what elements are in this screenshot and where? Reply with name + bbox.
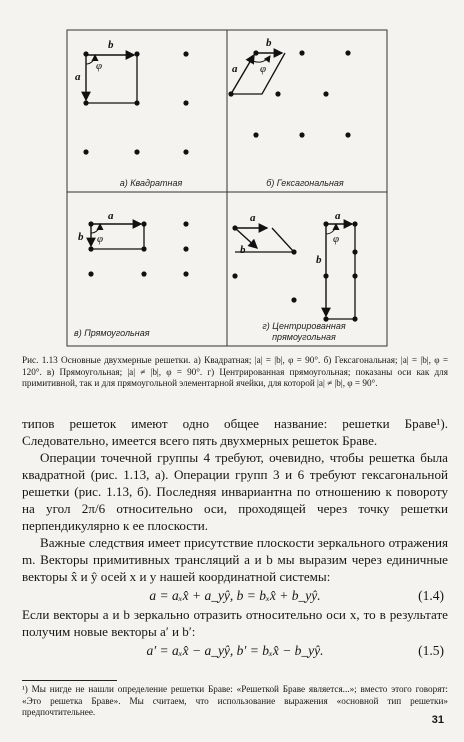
lattice-point (299, 132, 304, 137)
label-phi-square: φ (96, 60, 103, 72)
label-a-centered-prim: a (250, 212, 256, 224)
label-b-hex: b (266, 37, 272, 49)
label-phi-centered: φ (333, 233, 340, 245)
label-b-rect: b (78, 231, 84, 243)
lattice-point (88, 271, 93, 276)
lattice-point (183, 100, 188, 105)
panel-caption-hexagonal: б) Гексагональная (266, 178, 344, 188)
footnote-rule (22, 680, 117, 681)
lattice-point (253, 132, 258, 137)
hex-cell-hint (244, 51, 333, 92)
lattice-figure-svg (0, 0, 464, 350)
lattice-point (275, 91, 280, 96)
lattice-point (183, 246, 188, 251)
panel-caption-centered-rectangular: г) Центрированная прямоугольная (262, 321, 346, 342)
figure-caption: Рис. 1.13 Основные двухмерные решетки. а) Квадратная; |a| = |b|, φ = 90°. б) Гексагональная; |a| = |b|, φ = 120°. в) Прямоугольная; |a| ≠ |b|, φ = 90°. г) Центрированная прямоугольная; показаны оси как для примитивной, так и для прямоугольной элементарной ячейки, для которой |a| ≠ |b|, φ = 90°. (22, 355, 448, 389)
lattice-point (141, 271, 146, 276)
paragraph-2: Операции точечной группы 4 требуют, очевидно, чтобы решетка была квадратной (рис. 1.13, а). Операции групп 3 и 6 требуют гексагональной решетки (рис. 1.13, б). Последняя инвариантна по отношению к повороту на угол 2π/6 относительно оси, проходящей через точку решетки перпендикулярно к ее плоскости. (22, 450, 448, 533)
lattice-point (323, 91, 328, 96)
vector-labels (75, 37, 341, 266)
label-a-centered-rect: a (335, 210, 341, 222)
panel-caption-rectangular: в) Прямоугольная (74, 328, 150, 338)
angle-arc-hex (251, 56, 270, 62)
label-a-square: a (75, 71, 81, 83)
equation-1-4-body: a = aₓx̂ + a_yŷ, b = bₓx̂ + b_yŷ. (149, 588, 321, 603)
lattice-point (83, 149, 88, 154)
equation-1-5-number: (1.5) (418, 643, 444, 658)
equation-1-4 (22, 587, 448, 604)
angle-arc-square (86, 55, 95, 64)
paragraph-4: Если векторы a и b зеркально отразить относительно оси x, то в результате получим новые векторы a′ и b′: (22, 607, 448, 639)
label-a-hex: a (232, 63, 238, 75)
lattice-point (232, 273, 237, 278)
lattice-point (183, 51, 188, 56)
footnote: ¹) Мы нигде не нашли определение решетки Браве: «Решеткой Браве является...»; вместо этого говорят: «Это решетка Браве». Мы считаем, что использование выражения «основной тип решетки» предпочтительнее. (22, 684, 448, 718)
angle-arcs (86, 55, 336, 234)
label-b-centered-rect: b (316, 254, 322, 266)
square-cell-sides (86, 54, 137, 103)
label-b-centered-prim: b (240, 244, 246, 256)
lattice-point (183, 271, 188, 276)
label-b-square: b (108, 39, 114, 51)
equation-1-5 (22, 642, 448, 659)
lattice-point (345, 132, 350, 137)
hex-cell-sides (231, 53, 285, 94)
paragraph-1: типов решеток имеют одно общее название: решетки Браве¹). Следовательно, имеется всего пять двухмерных решеток Браве. (22, 416, 448, 448)
label-phi-rect: φ (97, 233, 104, 245)
body-text (22, 415, 448, 661)
lattice-point (291, 297, 296, 302)
lattice-point (183, 149, 188, 154)
panel-caption-square: а) Квадратная (119, 178, 183, 188)
lattice-point (183, 221, 188, 226)
lattice-point (345, 50, 350, 55)
paragraph-3: Важные следствия имеет присутствие плоскости зеркального отражения m. Векторы примитивных трансляций a и b мы выразим через единичные векторы x̂ и ŷ осей x и y нашей координатной системы: (22, 535, 448, 584)
vector-b-centered-prim (235, 228, 257, 248)
page-number: 31 (431, 714, 444, 726)
label-a-rect: a (108, 210, 114, 222)
figure-lattice-diagrams (0, 0, 464, 350)
equation-1-5-body: a′ = aₓx̂ − a_yŷ, b′ = bₓx̂ − b_yŷ. (146, 643, 324, 658)
lattice-point (299, 50, 304, 55)
equation-1-4-number: (1.4) (418, 588, 444, 603)
lattice-point (134, 149, 139, 154)
label-phi-hex: φ (260, 63, 267, 75)
